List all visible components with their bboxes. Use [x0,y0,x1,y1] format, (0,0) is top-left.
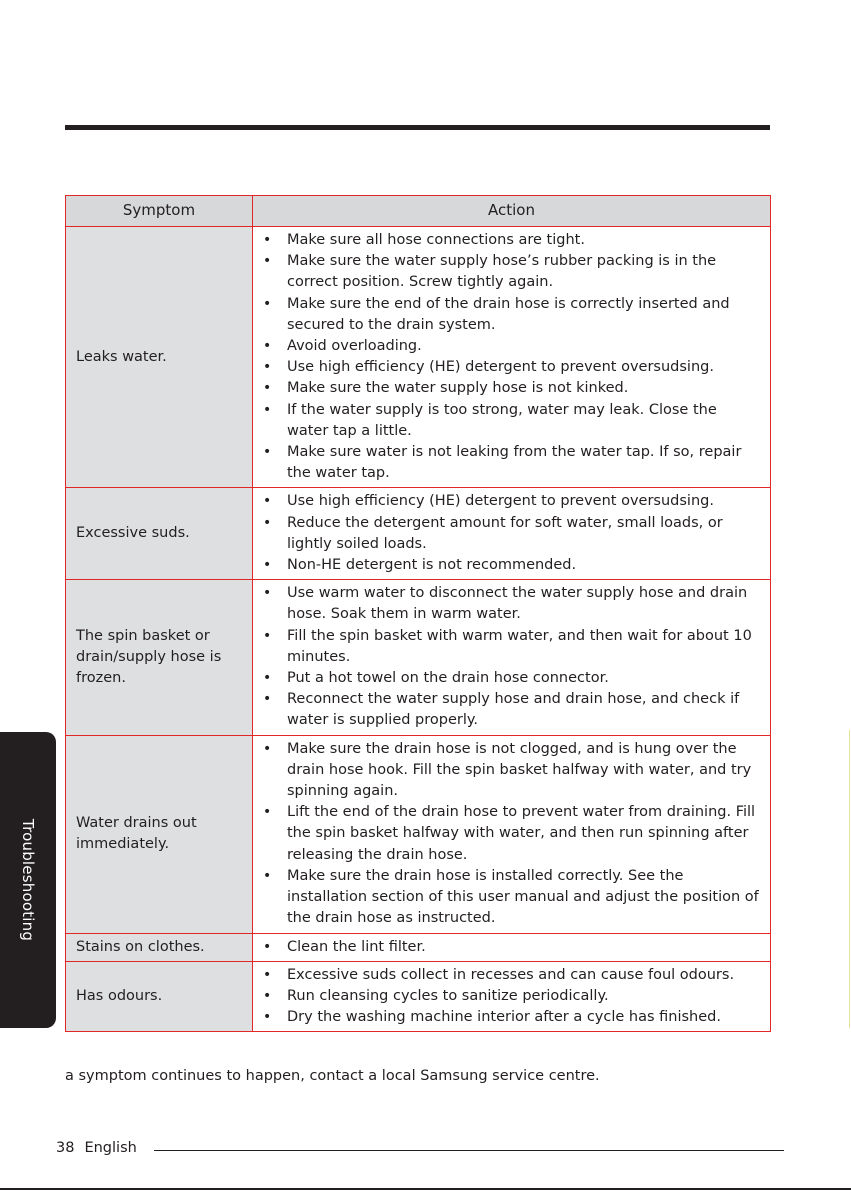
action-item: • Make sure all hose connections are tight. [263,230,762,251]
page-number: 38 [56,1140,75,1156]
action-item: • Make sure water is not leaking from the water tap. If so, repair the water tap. [263,442,762,484]
action-item: • Reduce the detergent amount for soft water, small loads, or lightly soiled loads. [263,513,762,555]
action-item: • Use high efficiency (HE) detergent to prevent oversudsing. [263,357,762,378]
action-cell [253,933,771,961]
table-row [66,735,771,933]
page-footer [56,1140,137,1156]
action-cell [253,580,771,735]
symptom-header: Symptom [66,196,253,227]
action-item: • Use high efficiency (HE) detergent to prevent oversudsing. [263,491,762,512]
section-tab [0,732,56,1028]
action-item: • If the water supply is too strong, water may leak. Close the water tap a little. [263,400,762,442]
bottom-edge [0,1188,851,1190]
action-item: • Make sure the water supply hose’s rubber packing is in the correct position. Screw tightly again. [263,251,762,293]
action-item: • Make sure the end of the drain hose is correctly inserted and secured to the drain system. [263,294,762,336]
table-row [66,227,771,488]
top-rule [65,125,770,130]
symptom-cell: Water drains out immediately. [66,735,253,933]
footer-rule [154,1150,784,1151]
symptom-cell: The spin basket or drain/supply hose is frozen. [66,580,253,735]
action-cell [253,735,771,933]
action-list [263,739,762,930]
action-header: Action [253,196,771,227]
action-item: • Make sure the drain hose is installed correctly. See the installation section of this user manual and adjust the position of the drain hose as instructed. [263,866,762,930]
action-item: • Make sure the water supply hose is not kinked. [263,378,762,399]
action-cell [253,227,771,488]
action-item: • Use warm water to disconnect the water supply hose and drain hose. Soak them in warm water. [263,583,762,625]
symptom-cell: Stains on clothes. [66,933,253,961]
service-note: a symptom continues to happen, contact a local Samsung service centre. [65,1068,600,1084]
action-item: • Run cleansing cycles to sanitize periodically. [263,986,762,1007]
action-item: • Put a hot towel on the drain hose connector. [263,668,762,689]
action-list [263,230,762,484]
symptom-cell: Leaks water. [66,227,253,488]
action-item: • Reconnect the water supply hose and drain hose, and check if water is supplied properly. [263,689,762,731]
action-cell [253,961,771,1032]
action-list [263,491,762,576]
table-row [66,961,771,1032]
section-tab-label: Troubleshooting [19,818,37,942]
table-row [66,488,771,580]
action-list [263,965,762,1029]
action-item: • Non-HE detergent is not recommended. [263,555,762,576]
action-item: • Lift the end of the drain hose to prevent water from draining. Fill the spin basket halfway with water, and then run spinning after releasing the drain hose. [263,802,762,866]
action-item: • Make sure the drain hose is not clogged, and is hung over the drain hose hook. Fill the spin basket halfway with water, and try spinning again. [263,739,762,803]
action-item: • Dry the washing machine interior after a cycle has finished. [263,1007,762,1028]
footer-language: English [84,1140,137,1156]
table-row [66,933,771,961]
action-item: • Excessive suds collect in recesses and can cause foul odours. [263,965,762,986]
action-list [263,583,762,731]
action-item: • Fill the spin basket with warm water, and then wait for about 10 minutes. [263,626,762,668]
action-cell [253,488,771,580]
action-item: • Clean the lint filter. [263,937,762,958]
action-list [263,937,762,958]
symptom-cell: Has odours. [66,961,253,1032]
table-row [66,580,771,735]
troubleshooting-table [65,195,771,1032]
symptom-cell: Excessive suds. [66,488,253,580]
action-item: • Avoid overloading. [263,336,762,357]
table-header-row [66,196,771,227]
edge-line [849,730,850,1028]
